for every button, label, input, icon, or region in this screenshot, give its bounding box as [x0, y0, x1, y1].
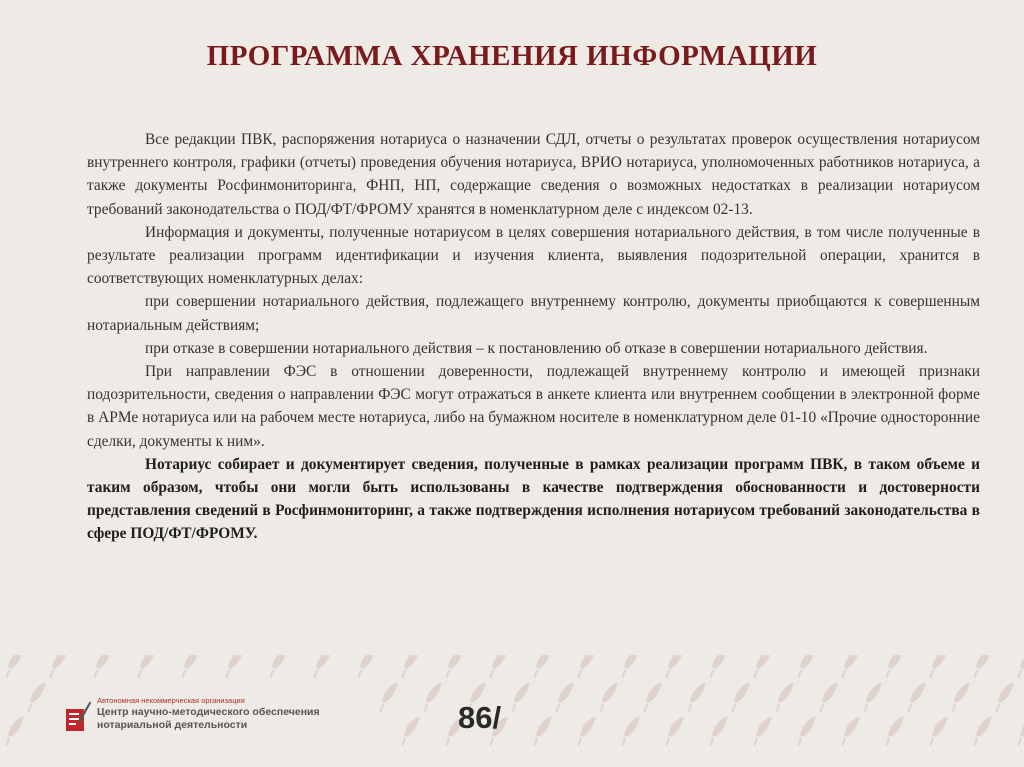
feather-mark [658, 716, 692, 746]
feather-mark [680, 682, 714, 712]
feather-mark [944, 682, 978, 712]
feather-mark [570, 716, 604, 746]
paragraph-storage-docs: Все редакции ПВК, распоряжения нотариуса о назначении СДЛ, отчеты о результатах проверок осуществления нотариусом внутреннего контроля, графики (отчеты) проведения обучения нотариуса, ВРИО нотариуса, уполномоченных работников нотариуса, а также документы Росфинмониторинга, ФНП, НП, содержащие сведения о возможных недостатках в реализации нотариусом требований законодательства о ПОД/ФТ/ФРОМУ хранятся в номенклатурном деле с индексом 02-13. [87, 131, 980, 218]
feather-mark [922, 716, 956, 746]
feather-mark [262, 655, 296, 678]
feather-mark [592, 682, 626, 712]
page-number: 86/ [458, 700, 502, 735]
feather-mark [416, 682, 450, 712]
feather-mark [746, 655, 780, 678]
org-name-line1: Центр научно-методического обеспечения [97, 706, 320, 718]
feather-mark [724, 682, 758, 712]
paragraph-fes: При направлении ФЭС в отношении доверенности, подлежащей внутреннему контролю и имеющей признаки подозрительности, сведения о направлении ФЭС могут отражаться в анкете клиента или внутреннем сообщении в электронной форме в АРМе нотариуса или на рабочем месте нотариуса, либо на бумажном носителе в номенклатурном деле 01-10 «Прочие односторонние сделки, документы к ним». [87, 363, 980, 450]
feather-mark [0, 716, 32, 746]
feather-mark [878, 655, 912, 678]
feather-mark [900, 682, 934, 712]
feather-mark [790, 655, 824, 678]
org-type: Автономная некоммерческая организация [97, 696, 245, 705]
org-name-line2: нотариальной деятельности [97, 718, 248, 731]
feather-mark [614, 716, 648, 746]
feather-mark [834, 655, 868, 678]
feather-mark [856, 682, 890, 712]
organization-logo [64, 696, 364, 744]
feather-mark [702, 655, 736, 678]
feather-mark [966, 655, 1000, 678]
feather-mark [812, 682, 846, 712]
feather-mark [42, 655, 76, 678]
feather-mark [746, 716, 780, 746]
paragraph-internal-control: при совершении нотариального действия, подлежащего внутреннему контролю, документы приобщаются к совершенным нотариальным действиям; [87, 293, 980, 334]
feather-mark [482, 655, 516, 678]
feather-mark [768, 682, 802, 712]
feather-mark [526, 655, 560, 678]
feather-mark [372, 682, 406, 712]
feather-mark [570, 655, 604, 678]
paragraph-refusal: при отказе в совершении нотариального действия – к постановлению об отказе в совершении нотариального действия. [145, 339, 928, 357]
feather-mark [350, 655, 384, 678]
slide-title: ПРОГРАММА ХРАНЕНИЯ ИНФОРМАЦИИ [206, 40, 818, 72]
feather-mark [218, 655, 252, 678]
feather-mark [174, 655, 208, 678]
paragraph-summary: Нотариус собирает и документирует сведения, полученные в рамках реализации программ ПВК, в таком объеме и таким образом, чтобы они могли быть использованы в качестве подтверждения обоснованности и достоверности представления сведений в Росфинмониторинг, а также подтверждения исполнения нотариусом требований законодательства в сфере ПОД/ФТ/ФРОМУ. [87, 455, 980, 543]
feather-mark [988, 682, 1022, 712]
feather-mark [834, 716, 868, 746]
feather-mark [614, 655, 648, 678]
feather-mark [20, 682, 54, 712]
feather-mark [548, 682, 582, 712]
feather-mark [966, 716, 1000, 746]
logo-text [97, 696, 320, 731]
feather-mark [1010, 716, 1024, 746]
feather-mark [130, 655, 164, 678]
feather-mark [1010, 655, 1024, 678]
feather-mark [394, 655, 428, 678]
feather-mark [526, 716, 560, 746]
feather-mark [306, 655, 340, 678]
feather-mark [438, 655, 472, 678]
feather-mark [702, 716, 736, 746]
feather-mark [394, 716, 428, 746]
feather-mark [922, 655, 956, 678]
paragraph-info-docs: Информация и документы, полученные нотариусом в целях совершения нотариального действия, в том числе полученные в результате реализации программ идентификации и изучения клиента, выявления подозрительной операции, хранится в соответствующих номенклатурных делах: [87, 223, 980, 288]
feather-mark [0, 655, 32, 678]
feather-mark [878, 716, 912, 746]
feather-mark [86, 655, 120, 678]
feather-mark [636, 682, 670, 712]
slide-body [87, 128, 980, 546]
feather-mark [658, 655, 692, 678]
feather-mark [504, 682, 538, 712]
feather-mark [790, 716, 824, 746]
notary-logo-icon [64, 699, 92, 735]
